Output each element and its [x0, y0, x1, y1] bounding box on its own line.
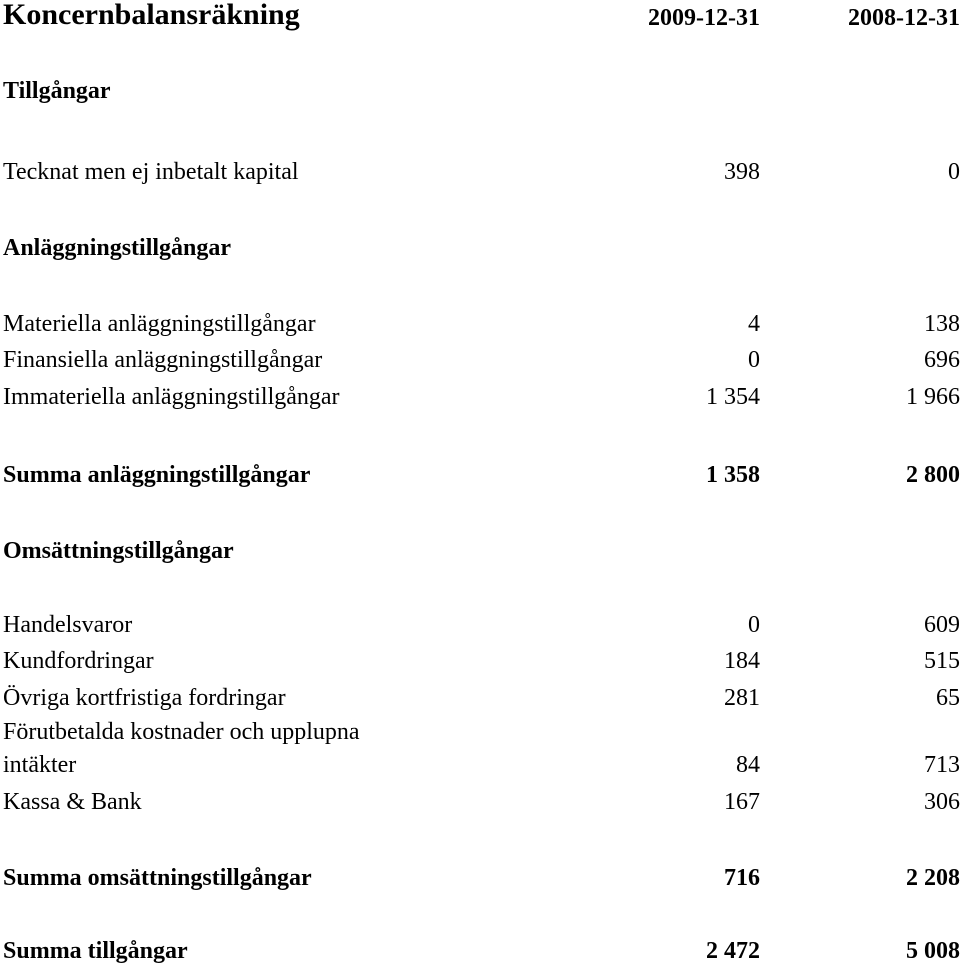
value-2009: 0 [748, 347, 760, 373]
total-value-2009: 2 472 [706, 938, 760, 964]
sum-label: Summa omsättningstillgångar [3, 865, 312, 891]
section-heading-label: Omsättningstillgångar [3, 538, 234, 564]
value-2009: 281 [724, 685, 760, 711]
total-value-2008: 5 008 [906, 938, 960, 964]
row-label: Förutbetalda kostnader och upplupna [3, 719, 360, 745]
value-2009: 184 [724, 648, 760, 674]
row-label: Övriga kortfristiga fordringar [3, 685, 286, 711]
row-label: Kundfordringar [3, 648, 154, 674]
sum-value-2008: 2 800 [906, 462, 960, 488]
row-label: Handelsvaror [3, 612, 133, 638]
total-label: Summa tillgångar [3, 938, 188, 964]
value-2009: 1 354 [706, 384, 760, 410]
value-2008: 306 [924, 789, 960, 815]
value-2008: 515 [924, 648, 960, 674]
row-label: Tecknat men ej inbetalt kapital [3, 159, 299, 185]
sum-value-2008: 2 208 [906, 865, 960, 891]
section-heading-label: Tillgångar [3, 78, 111, 104]
value-2008: 65 [936, 685, 960, 711]
sum-value-2009: 716 [724, 865, 760, 891]
section-heading-label: Anläggningstillgångar [3, 235, 232, 261]
value-2009: 4 [748, 311, 760, 337]
value-2009: 84 [736, 752, 760, 778]
sum-label: Summa anläggningstillgångar [3, 462, 311, 488]
value-2008: 138 [924, 311, 960, 337]
value-2008: 0 [948, 159, 960, 185]
column-header-2008: 2008-12-31 [848, 5, 960, 31]
row-label: Materiella anläggningstillgångar [3, 311, 316, 337]
value-2008: 713 [924, 752, 960, 778]
row-label: Finansiella anläggningstillgångar [3, 347, 323, 373]
value-2008: 1 966 [906, 384, 960, 410]
row-label-continued: intäkter [3, 752, 77, 778]
value-2008: 696 [924, 347, 960, 373]
value-2009: 167 [724, 789, 760, 815]
page-title: Koncernbalansräkning [3, 0, 300, 31]
row-label: Kassa & Bank [3, 789, 142, 815]
value-2009: 0 [748, 612, 760, 638]
title-row [0, 0, 960, 36]
row-label: Immateriella anläggningstillgångar [3, 384, 340, 410]
value-2009: 398 [724, 159, 760, 185]
value-2008: 609 [924, 612, 960, 638]
column-header-2009: 2009-12-31 [648, 5, 760, 31]
sum-value-2009: 1 358 [706, 462, 760, 488]
